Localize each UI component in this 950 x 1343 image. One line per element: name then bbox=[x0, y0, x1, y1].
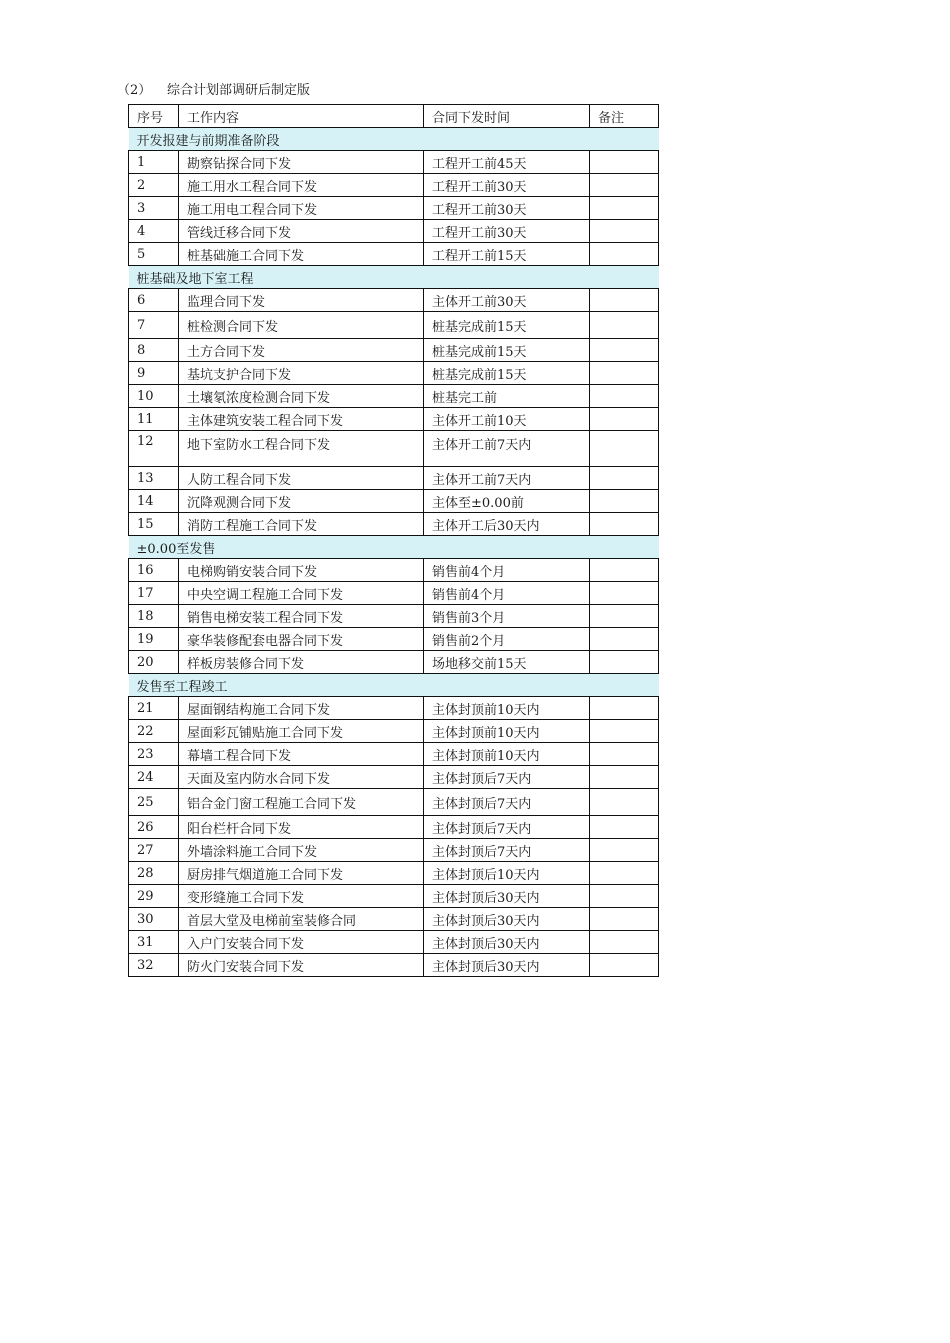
cell-remark bbox=[590, 605, 659, 628]
cell-seq: 5 bbox=[129, 243, 179, 266]
section-title: ±0.00至发售 bbox=[129, 536, 659, 559]
cell-time: 工程开工前30天 bbox=[424, 174, 590, 197]
cell-content: 入户门安装合同下发 bbox=[179, 931, 424, 954]
cell-content: 中央空调工程施工合同下发 bbox=[179, 582, 424, 605]
cell-content: 首层大堂及电梯前室装修合同 bbox=[179, 908, 424, 931]
table-row bbox=[129, 385, 659, 408]
cell-seq: 22 bbox=[129, 720, 179, 743]
cell-time: 桩基完成前15天 bbox=[424, 312, 590, 339]
table-row bbox=[129, 289, 659, 312]
cell-seq: 10 bbox=[129, 385, 179, 408]
cell-content: 施工用电工程合同下发 bbox=[179, 197, 424, 220]
table-row bbox=[129, 789, 659, 816]
cell-remark bbox=[590, 490, 659, 513]
cell-time: 主体至±0.00前 bbox=[424, 490, 590, 513]
table-row bbox=[129, 885, 659, 908]
contract-schedule-table bbox=[128, 104, 659, 977]
cell-content: 勘察钻探合同下发 bbox=[179, 151, 424, 174]
cell-time: 工程开工前30天 bbox=[424, 220, 590, 243]
cell-time: 销售前2个月 bbox=[424, 628, 590, 651]
cell-seq: 23 bbox=[129, 743, 179, 766]
cell-time: 主体开工前30天 bbox=[424, 289, 590, 312]
table-row bbox=[129, 605, 659, 628]
cell-time: 主体封顶前10天内 bbox=[424, 697, 590, 720]
cell-content: 销售电梯安装工程合同下发 bbox=[179, 605, 424, 628]
table-row bbox=[129, 312, 659, 339]
heading-title: 综合计划部调研后制定版 bbox=[167, 83, 311, 98]
cell-content: 土方合同下发 bbox=[179, 339, 424, 362]
cell-content: 地下室防水工程合同下发 bbox=[179, 431, 424, 467]
cell-time: 工程开工前45天 bbox=[424, 151, 590, 174]
cell-time: 工程开工前15天 bbox=[424, 243, 590, 266]
cell-seq: 14 bbox=[129, 490, 179, 513]
section-title: 开发报建与前期准备阶段 bbox=[129, 128, 659, 151]
cell-time: 销售前4个月 bbox=[424, 559, 590, 582]
cell-content: 主体建筑安装工程合同下发 bbox=[179, 408, 424, 431]
cell-remark bbox=[590, 908, 659, 931]
cell-time: 主体封顶前10天内 bbox=[424, 743, 590, 766]
section-row bbox=[129, 128, 659, 151]
cell-content: 铝合金门窗工程施工合同下发 bbox=[179, 789, 424, 816]
cell-seq: 15 bbox=[129, 513, 179, 536]
table-row bbox=[129, 954, 659, 977]
cell-seq: 3 bbox=[129, 197, 179, 220]
table-header-row bbox=[129, 105, 659, 128]
table-row bbox=[129, 908, 659, 931]
cell-seq: 1 bbox=[129, 151, 179, 174]
section-row bbox=[129, 674, 659, 697]
table-row bbox=[129, 431, 659, 467]
table-row bbox=[129, 362, 659, 385]
section-title: 桩基础及地下室工程 bbox=[129, 266, 659, 289]
cell-seq: 26 bbox=[129, 816, 179, 839]
cell-seq: 30 bbox=[129, 908, 179, 931]
header-remark: 备注 bbox=[590, 105, 659, 128]
cell-time: 主体封顶后7天内 bbox=[424, 839, 590, 862]
cell-remark bbox=[590, 720, 659, 743]
cell-content: 天面及室内防水合同下发 bbox=[179, 766, 424, 789]
header-content: 工作内容 bbox=[179, 105, 424, 128]
table-row bbox=[129, 513, 659, 536]
cell-content: 桩基础施工合同下发 bbox=[179, 243, 424, 266]
cell-time: 主体封顶前10天内 bbox=[424, 720, 590, 743]
table-row bbox=[129, 816, 659, 839]
header-time: 合同下发时间 bbox=[424, 105, 590, 128]
cell-remark bbox=[590, 220, 659, 243]
table-row bbox=[129, 174, 659, 197]
cell-seq: 21 bbox=[129, 697, 179, 720]
cell-time: 主体封顶后30天内 bbox=[424, 885, 590, 908]
cell-content: 监理合同下发 bbox=[179, 289, 424, 312]
table-row bbox=[129, 697, 659, 720]
cell-time: 销售前4个月 bbox=[424, 582, 590, 605]
cell-content: 消防工程施工合同下发 bbox=[179, 513, 424, 536]
cell-seq: 12 bbox=[129, 431, 179, 467]
cell-seq: 7 bbox=[129, 312, 179, 339]
cell-seq: 32 bbox=[129, 954, 179, 977]
cell-remark bbox=[590, 885, 659, 908]
cell-remark bbox=[590, 408, 659, 431]
table-row bbox=[129, 220, 659, 243]
cell-seq: 25 bbox=[129, 789, 179, 816]
cell-time: 桩基完成前15天 bbox=[424, 362, 590, 385]
cell-time: 主体封顶后30天内 bbox=[424, 954, 590, 977]
cell-content: 厨房排气烟道施工合同下发 bbox=[179, 862, 424, 885]
table-row bbox=[129, 467, 659, 490]
table-row bbox=[129, 339, 659, 362]
cell-seq: 9 bbox=[129, 362, 179, 385]
cell-content: 样板房装修合同下发 bbox=[179, 651, 424, 674]
table-row bbox=[129, 559, 659, 582]
cell-time: 主体封顶后7天内 bbox=[424, 766, 590, 789]
cell-time: 主体封顶后30天内 bbox=[424, 908, 590, 931]
cell-time: 销售前3个月 bbox=[424, 605, 590, 628]
table-row bbox=[129, 839, 659, 862]
cell-content: 防火门安装合同下发 bbox=[179, 954, 424, 977]
cell-remark bbox=[590, 339, 659, 362]
cell-remark bbox=[590, 651, 659, 674]
table-row bbox=[129, 197, 659, 220]
cell-content: 沉降观测合同下发 bbox=[179, 490, 424, 513]
table-row bbox=[129, 743, 659, 766]
cell-content: 阳台栏杆合同下发 bbox=[179, 816, 424, 839]
cell-remark bbox=[590, 582, 659, 605]
cell-remark bbox=[590, 628, 659, 651]
table-row bbox=[129, 862, 659, 885]
cell-content: 电梯购销安装合同下发 bbox=[179, 559, 424, 582]
cell-seq: 18 bbox=[129, 605, 179, 628]
cell-seq: 24 bbox=[129, 766, 179, 789]
cell-remark bbox=[590, 862, 659, 885]
cell-seq: 27 bbox=[129, 839, 179, 862]
cell-seq: 29 bbox=[129, 885, 179, 908]
cell-content: 豪华装修配套电器合同下发 bbox=[179, 628, 424, 651]
cell-content: 基坑支护合同下发 bbox=[179, 362, 424, 385]
cell-seq: 6 bbox=[129, 289, 179, 312]
cell-content: 屋面彩瓦铺贴施工合同下发 bbox=[179, 720, 424, 743]
table-row bbox=[129, 720, 659, 743]
section-row bbox=[129, 266, 659, 289]
cell-remark bbox=[590, 431, 659, 467]
cell-time: 主体开工前10天 bbox=[424, 408, 590, 431]
cell-remark bbox=[590, 954, 659, 977]
table-row bbox=[129, 151, 659, 174]
cell-seq: 31 bbox=[129, 931, 179, 954]
cell-seq: 17 bbox=[129, 582, 179, 605]
cell-content: 外墙涂料施工合同下发 bbox=[179, 839, 424, 862]
cell-remark bbox=[590, 385, 659, 408]
table-row bbox=[129, 931, 659, 954]
cell-time: 工程开工前30天 bbox=[424, 197, 590, 220]
cell-remark bbox=[590, 243, 659, 266]
cell-time: 主体封顶后7天内 bbox=[424, 789, 590, 816]
table-row bbox=[129, 490, 659, 513]
cell-seq: 19 bbox=[129, 628, 179, 651]
cell-time: 场地移交前15天 bbox=[424, 651, 590, 674]
cell-remark bbox=[590, 362, 659, 385]
cell-content: 管线迁移合同下发 bbox=[179, 220, 424, 243]
cell-content: 施工用水工程合同下发 bbox=[179, 174, 424, 197]
cell-remark bbox=[590, 467, 659, 490]
cell-remark bbox=[590, 312, 659, 339]
cell-seq: 20 bbox=[129, 651, 179, 674]
cell-remark bbox=[590, 559, 659, 582]
cell-content: 土壤氡浓度检测合同下发 bbox=[179, 385, 424, 408]
cell-seq: 16 bbox=[129, 559, 179, 582]
section-title: 发售至工程竣工 bbox=[129, 674, 659, 697]
cell-content: 人防工程合同下发 bbox=[179, 467, 424, 490]
header-seq: 序号 bbox=[129, 105, 179, 128]
cell-time: 主体开工前7天内 bbox=[424, 431, 590, 467]
cell-content: 屋面钢结构施工合同下发 bbox=[179, 697, 424, 720]
cell-content: 幕墙工程合同下发 bbox=[179, 743, 424, 766]
cell-remark bbox=[590, 174, 659, 197]
cell-seq: 28 bbox=[129, 862, 179, 885]
cell-seq: 2 bbox=[129, 174, 179, 197]
cell-remark bbox=[590, 513, 659, 536]
cell-seq: 11 bbox=[129, 408, 179, 431]
cell-remark bbox=[590, 743, 659, 766]
cell-time: 主体封顶后10天内 bbox=[424, 862, 590, 885]
cell-remark bbox=[590, 931, 659, 954]
cell-time: 主体封顶后7天内 bbox=[424, 816, 590, 839]
table-row bbox=[129, 651, 659, 674]
cell-time: 桩基完工前 bbox=[424, 385, 590, 408]
cell-remark bbox=[590, 289, 659, 312]
table-row bbox=[129, 628, 659, 651]
cell-time: 主体开工后30天内 bbox=[424, 513, 590, 536]
cell-remark bbox=[590, 151, 659, 174]
cell-remark bbox=[590, 697, 659, 720]
cell-time: 桩基完成前15天 bbox=[424, 339, 590, 362]
cell-content: 桩检测合同下发 bbox=[179, 312, 424, 339]
table-row bbox=[129, 408, 659, 431]
cell-remark bbox=[590, 766, 659, 789]
cell-time: 主体开工前7天内 bbox=[424, 467, 590, 490]
cell-seq: 4 bbox=[129, 220, 179, 243]
table-row bbox=[129, 766, 659, 789]
page-heading bbox=[117, 81, 310, 101]
cell-remark bbox=[590, 839, 659, 862]
cell-remark bbox=[590, 789, 659, 816]
table-body bbox=[129, 105, 659, 977]
table-row bbox=[129, 582, 659, 605]
cell-content: 变形缝施工合同下发 bbox=[179, 885, 424, 908]
table-row bbox=[129, 243, 659, 266]
cell-seq: 13 bbox=[129, 467, 179, 490]
cell-remark bbox=[590, 816, 659, 839]
cell-remark bbox=[590, 197, 659, 220]
heading-number: （2） bbox=[117, 83, 152, 98]
cell-seq: 8 bbox=[129, 339, 179, 362]
cell-time: 主体封顶后30天内 bbox=[424, 931, 590, 954]
section-row bbox=[129, 536, 659, 559]
